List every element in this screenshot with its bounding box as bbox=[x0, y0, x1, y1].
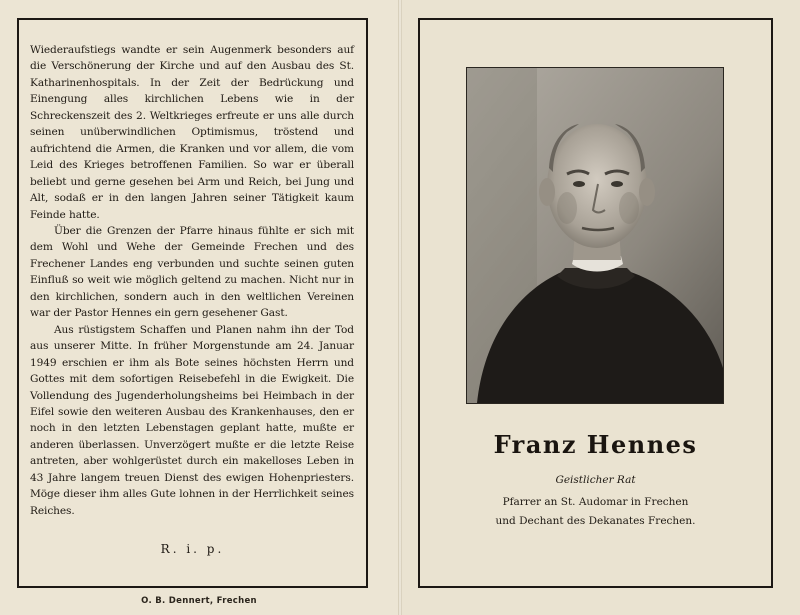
portrait-illustration bbox=[467, 68, 723, 403]
obituary-text bbox=[30, 42, 354, 519]
paragraph-1: Wiederaufstiegs wandte er sein Augenmerk besonders auf die Verschönerung der Kirche und auf den Ausbau des St. Katharinenhospitals. In der Zeit der Bedrückung und Einengung alles kirchlichen Lebens wie in der Schreckenszeit des 2. Weltkrieges erfreute er uns alle durch seinen unüberwindlichen Optimismus, tröstend und aufrichtend die Armen, die Kranken und vor allem, die vom Leid des Krieges betroffenen Familien. So war er überall beliebt und gerne gesehen bei Arm und Reich, bei Jung und Alt, sodaß er in den langen Jahren seiner Tätigkeit kaum Feinde hatte. bbox=[30, 44, 354, 221]
page-fold bbox=[398, 0, 402, 615]
role-line-1: Pfarrer an St. Audomar in Frechen bbox=[502, 496, 689, 508]
closing-rip: R. i. p. bbox=[160, 542, 225, 556]
paragraph-2: Über die Grenzen der Pfarre hinaus fühlte er sich mit dem Wohl und Wehe der Gemeinde Frechen und des Frechener Landes eng verbunden und suchte seinen guten Einfluß so weit wie möglich geltend zu machen. Nicht nur in den kirchlichen, sondern auch in den weltlichen Vereinen war der Pastor Hennes ein gern gesehener Gast. bbox=[30, 224, 354, 320]
printer-credit: O. B. Dennert, Frechen bbox=[141, 596, 257, 606]
deceased-name: Franz Hennes bbox=[493, 430, 698, 459]
portrait-photo bbox=[466, 67, 724, 404]
honorary-title: Geistlicher Rat bbox=[555, 474, 636, 486]
paragraph-3: Aus rüstigstem Schaffen und Planen nahm ihn der Tod aus unserer Mitte. In früher Morgenstunde am 24. Januar 1949 erschien er ihm als Bote seines höchsten Herrn und Gottes mit dem sofortigen Reisebefehl in die Ewigkeit. Die Vollendung des Jugenderholungsheims bei Heimbach in der Eifel sowie den weiteren Ausbau des Krankenhauses, den er noch in den letzten Lebenstagen geplant hatte, mußte er anderen überlassen. Unverzögert mußte er die letzte Reise antreten, aber wohlgerüstet durch ein makelloses Leben in 43 Jahre langem treuen Dienst des ewigen Hohenpriesters. Möge dieser ihm alles Gute lohnen in der Herrlichkeit seines Reiches. bbox=[30, 323, 354, 517]
role-line-2: und Dechant des Dekanates Frechen. bbox=[495, 515, 696, 527]
